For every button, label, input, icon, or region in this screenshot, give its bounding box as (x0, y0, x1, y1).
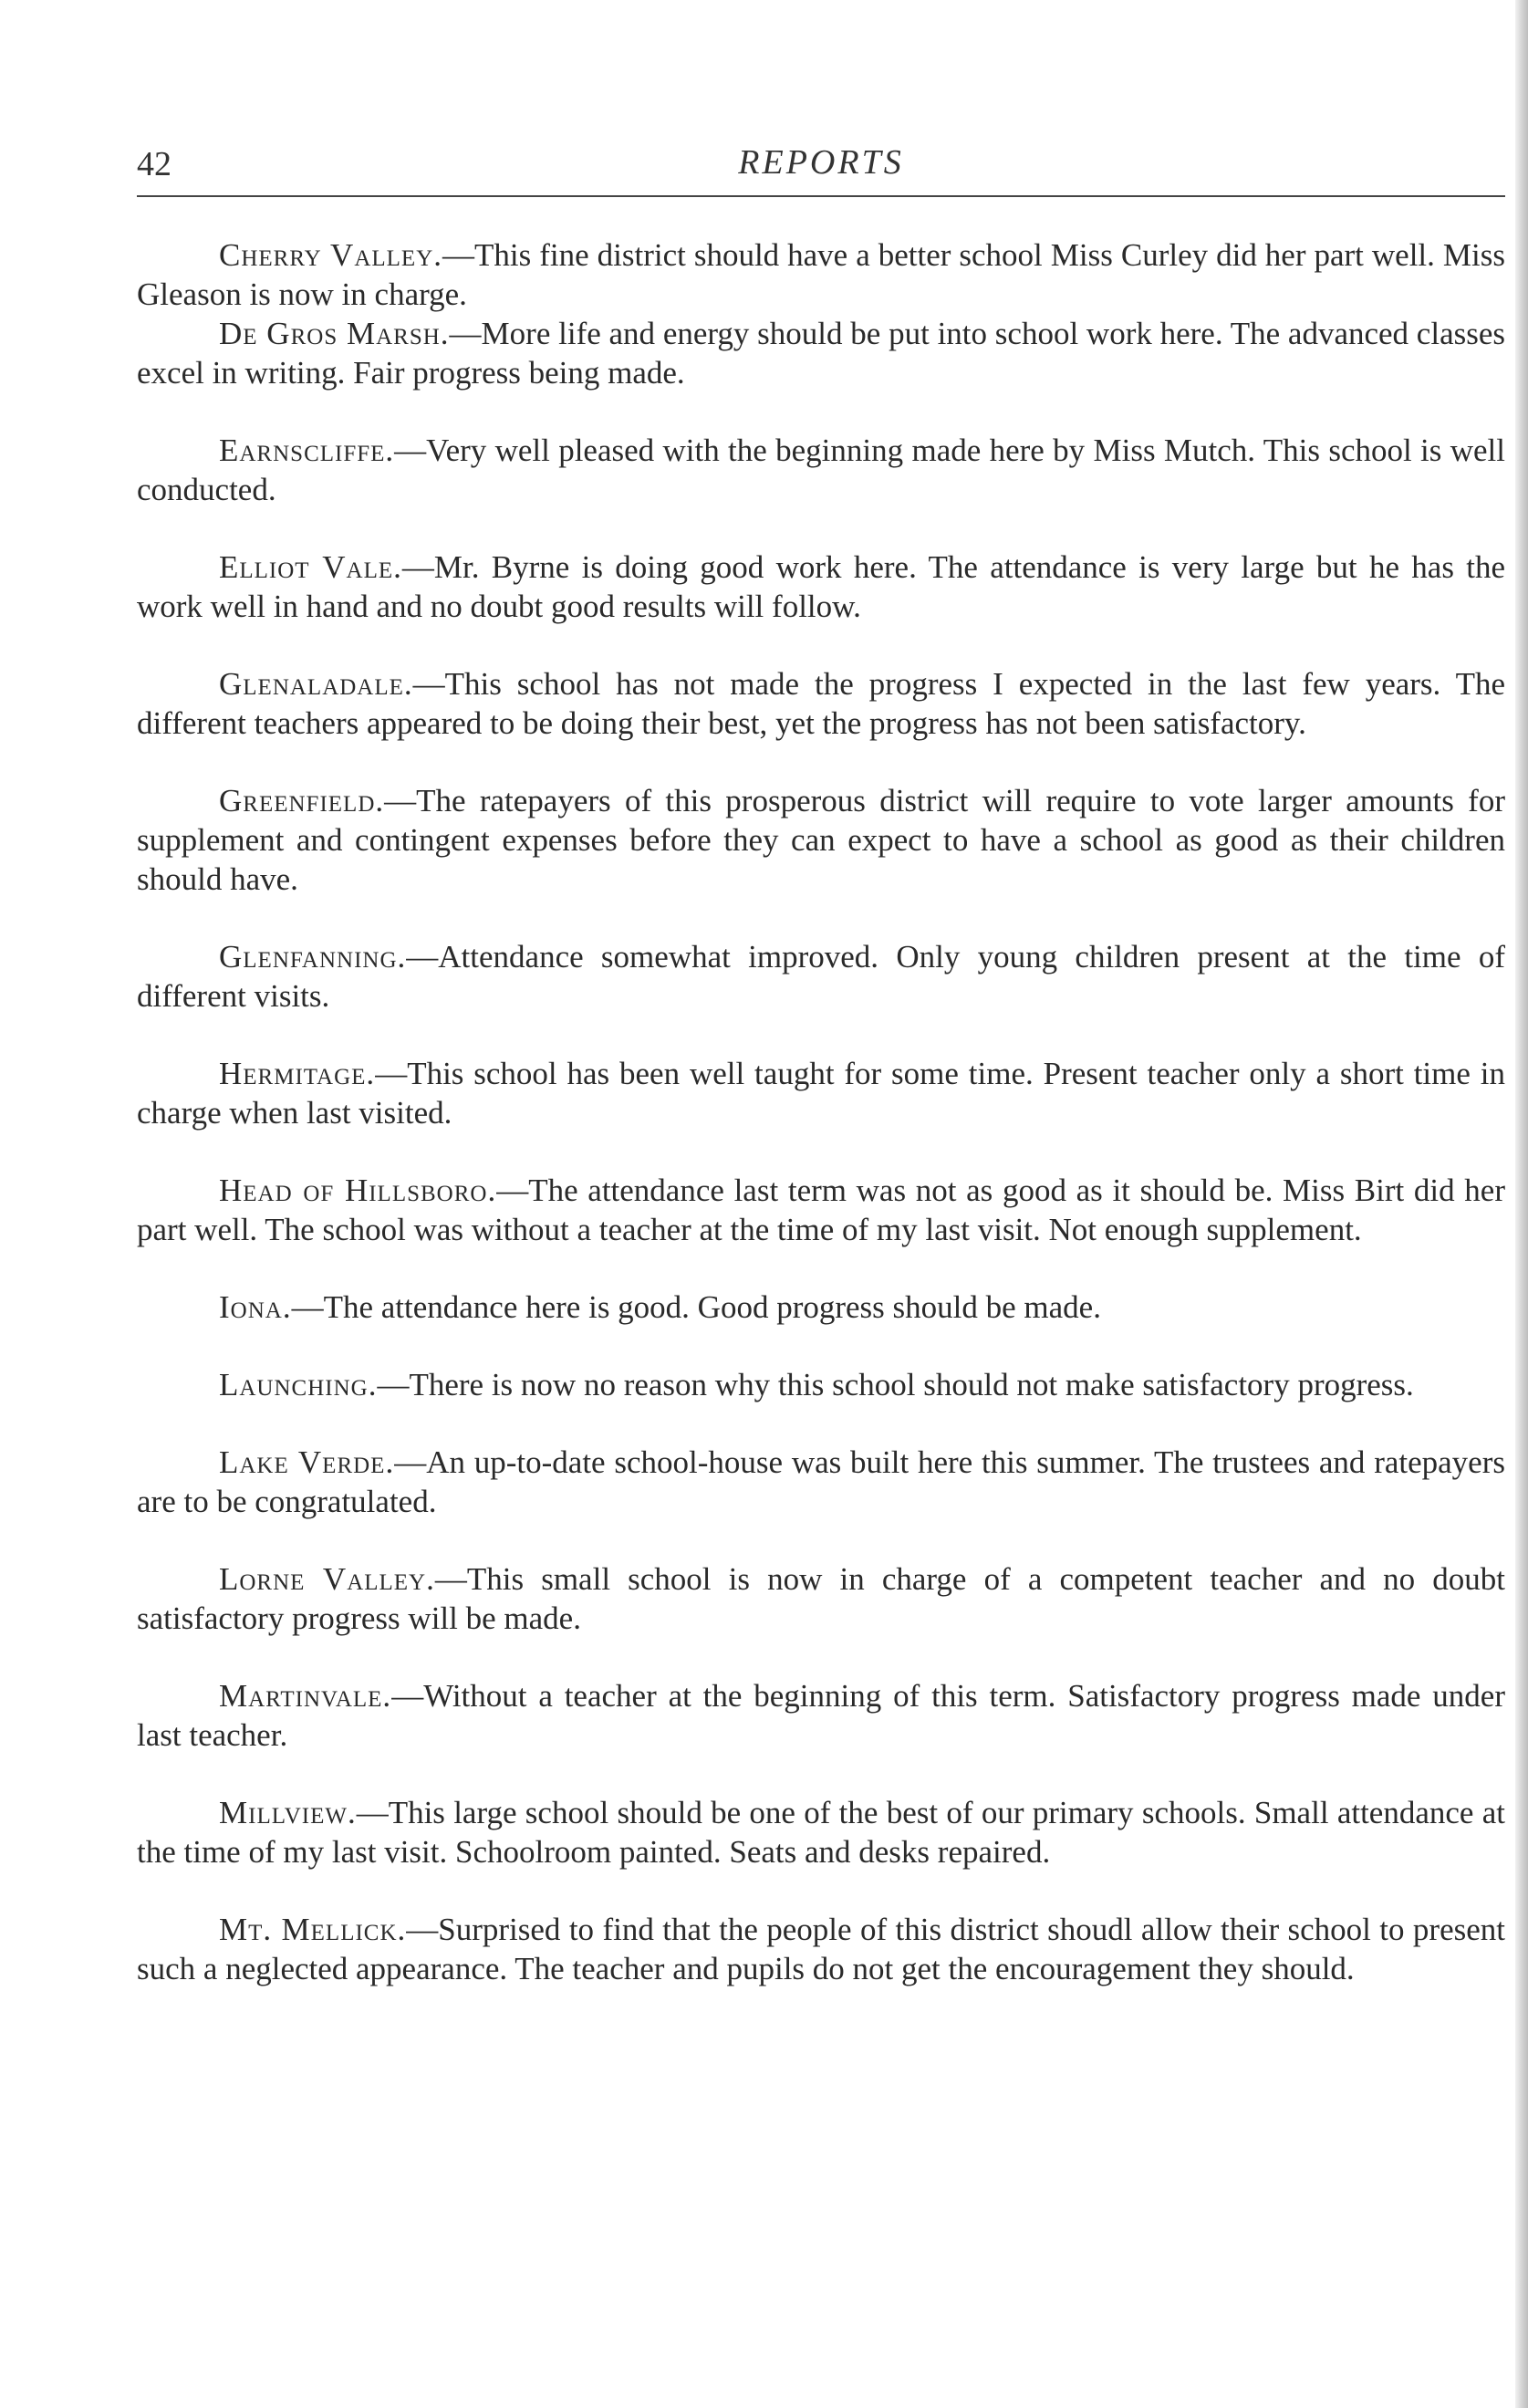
entry-text: —Very well pleased with the beginning made here by Miss Mutch. This school is well conducted. (137, 433, 1505, 507)
place-name: Glenaladale. (219, 666, 413, 702)
place-name: Cherry Valley. (219, 237, 442, 273)
report-entry (137, 235, 1505, 314)
report-entry (137, 547, 1505, 626)
entry-text: —Without a teacher at the beginning of this term. Satisfactory progress made under last teacher. (137, 1678, 1505, 1753)
report-entry (137, 1793, 1505, 1871)
entry-text: —Mr. Byrne is doing good work here. The attendance is very large but he has the work well in hand and no doubt good results will follow. (137, 549, 1506, 624)
report-entry (137, 1910, 1505, 1988)
report-entry (137, 1287, 1505, 1327)
report-entry (137, 1676, 1505, 1755)
entry-text: —This school has not made the progress I expected in the last few years. The different teachers appeared to be doing their best, yet the progress has not been satisfactory. (137, 666, 1505, 741)
report-entry (137, 781, 1505, 899)
entry-text: —There is now no reason why this school should not make satisfactory progress. (377, 1367, 1414, 1402)
report-entry (137, 937, 1505, 1016)
entry-text: —This small school is now in charge of a competent teacher and no doubt satisfactory progress will be made. (137, 1561, 1506, 1636)
entry-text: —The attendance here is good. Good progress should be made. (291, 1289, 1101, 1325)
report-entry (137, 1559, 1505, 1638)
report-entry (137, 1054, 1505, 1132)
place-name: Launching. (219, 1367, 378, 1402)
entry-text: —An up-to-date school-house was built here this summer. The trustees and ratepayers are to be congratulated. (137, 1444, 1505, 1519)
place-name: Lake Verde. (219, 1444, 395, 1480)
entry-text: —The attendance last term was not as good as it should be. Miss Birt did her part well. The school was without a teacher at the time of my last visit. Not enough supplement. (137, 1173, 1505, 1247)
report-entry (137, 431, 1505, 509)
entry-text: —This fine district should have a better school Miss Curley did her part well. Miss Gleason is now in charge. (137, 237, 1505, 312)
report-entry (137, 1171, 1505, 1249)
place-name: Hermitage. (219, 1056, 376, 1091)
entry-text: —Surprised to find that the people of this district shoudl allow their school to present such a neglected appearance. The teacher and pupils do not get the encouragement they should. (137, 1912, 1505, 1986)
place-name: Millview. (219, 1795, 357, 1830)
place-name: Martinvale. (219, 1678, 392, 1714)
page-number: 42 (137, 145, 172, 183)
place-name: Head of Hillsboro. (219, 1173, 497, 1208)
entry-text: —More life and energy should be put into school work here. The advanced classes excel in writing. Fair progress being made. (137, 316, 1505, 391)
report-entry (137, 1443, 1505, 1521)
page-header (137, 137, 1505, 201)
report-entry (137, 664, 1505, 743)
page-edge-shadow (1515, 0, 1528, 2408)
entry-text: —This school has been well taught for some time. Present teacher only a short time in charge when last visited. (137, 1056, 1505, 1131)
place-name: Earnscliffe. (219, 433, 395, 468)
entry-text: —This large school should be one of the best of our primary schools. Small attendance at the time of my last visit. Schoolroom painted. Seats and desks repaired. (137, 1795, 1505, 1870)
report-entry (137, 1365, 1505, 1404)
place-name: Mt. Mellick. (219, 1912, 407, 1947)
entry-text: —The ratepayers of this prosperous district will require to vote larger amounts for supplement and contingent expenses before they can expect to have a school as good as their children should have. (137, 783, 1505, 897)
place-name: Lorne Valley. (219, 1561, 435, 1597)
header-rule (137, 195, 1505, 197)
place-name: Elliot Vale. (219, 549, 402, 585)
report-body (137, 235, 1505, 1988)
place-name: Glenfanning. (219, 939, 407, 975)
running-title: REPORTS (738, 143, 904, 182)
place-name: De Gros Marsh. (219, 316, 450, 351)
place-name: Greenfield. (219, 783, 385, 818)
entry-text: —Attendance somewhat improved. Only young children present at the time of different visits. (137, 939, 1505, 1014)
report-entry (137, 314, 1505, 392)
place-name: Iona. (219, 1289, 292, 1325)
